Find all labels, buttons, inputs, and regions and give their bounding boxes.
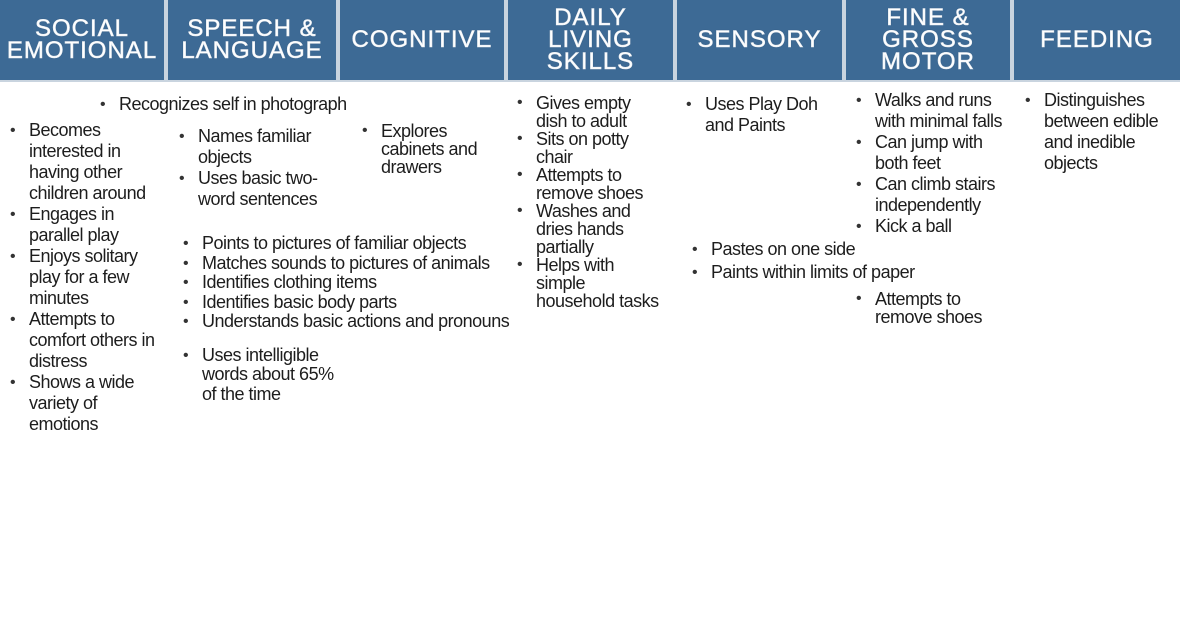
daily-living-list [517, 94, 662, 310]
header-daily-living-skills: DAILY LIVING SKILLS [508, 0, 673, 80]
header-social-emotional: SOCIAL EMOTIONAL [0, 0, 164, 80]
list-item: • Kick a ball [856, 216, 1016, 237]
list-item: • Identifies clothing items [183, 273, 513, 293]
header-feeding: FEEDING [1014, 0, 1180, 80]
list-item: • Matches sounds to pictures of animals [183, 254, 513, 274]
list-item: • Enjoys solitary play for a few minutes [10, 246, 162, 309]
list-item: • Attempts to remove shoes [517, 166, 662, 202]
list-item: • Identifies basic body parts [183, 293, 513, 313]
list-item: • Engages in parallel play [10, 204, 162, 246]
list-item: • Distinguishes between edible and inedible objects [1025, 90, 1177, 174]
list-item: • Washes and dries hands partially [517, 202, 662, 256]
list-item: • Gives empty dish to adult [517, 94, 662, 130]
list-item: • Paints within limits of paper [692, 261, 982, 284]
list-item: • Can jump with both feet [856, 132, 1016, 174]
cognitive-list [362, 122, 502, 176]
list-item: • Attempts to comfort others in distress [10, 309, 162, 372]
list-item: • Can climb stairs independently [856, 174, 1016, 216]
header-sensory: SENSORY [677, 0, 842, 80]
list-item: • Becomes interested in having other children around [10, 120, 162, 204]
list-item: • Attempts to remove shoes [856, 290, 1006, 326]
motor-list-a [856, 90, 1016, 237]
social-emotional-top-list [100, 94, 420, 115]
header-speech-language: SPEECH & LANGUAGE [168, 0, 336, 80]
header-fine-gross-motor: FINE & GROSS MOTOR [846, 0, 1010, 80]
list-item: • Walks and runs with minimal falls [856, 90, 1016, 132]
list-item: • Shows a wide variety of emotions [10, 372, 162, 435]
list-item: • Helps with simple household tasks [517, 256, 662, 310]
header-cognitive: COGNITIVE [340, 0, 504, 80]
list-item: • Points to pictures of familiar objects [183, 234, 513, 254]
list-item: • Recognizes self in photograph [100, 94, 420, 115]
list-item: • Understands basic actions and pronouns [183, 312, 513, 332]
list-item: • Uses Play Doh and Paints [686, 94, 836, 136]
speech-language-list-a [179, 126, 339, 210]
sensory-list-b [692, 238, 982, 284]
speech-language-list-b [183, 234, 513, 404]
list-item: • Names familiar objects [179, 126, 339, 168]
sensory-list-a [686, 94, 836, 136]
motor-list-b [856, 290, 1006, 326]
list-item: • Explores cabinets and drawers [362, 122, 502, 176]
list-item: • Uses basic two-word sentences [179, 168, 339, 210]
list-item: • Sits on potty chair [517, 130, 662, 166]
list-item: • Pastes on one side [692, 238, 982, 261]
feeding-list [1025, 90, 1177, 174]
list-item: • Uses intelligible words about 65% of the time [183, 346, 352, 405]
social-emotional-list [10, 120, 162, 435]
